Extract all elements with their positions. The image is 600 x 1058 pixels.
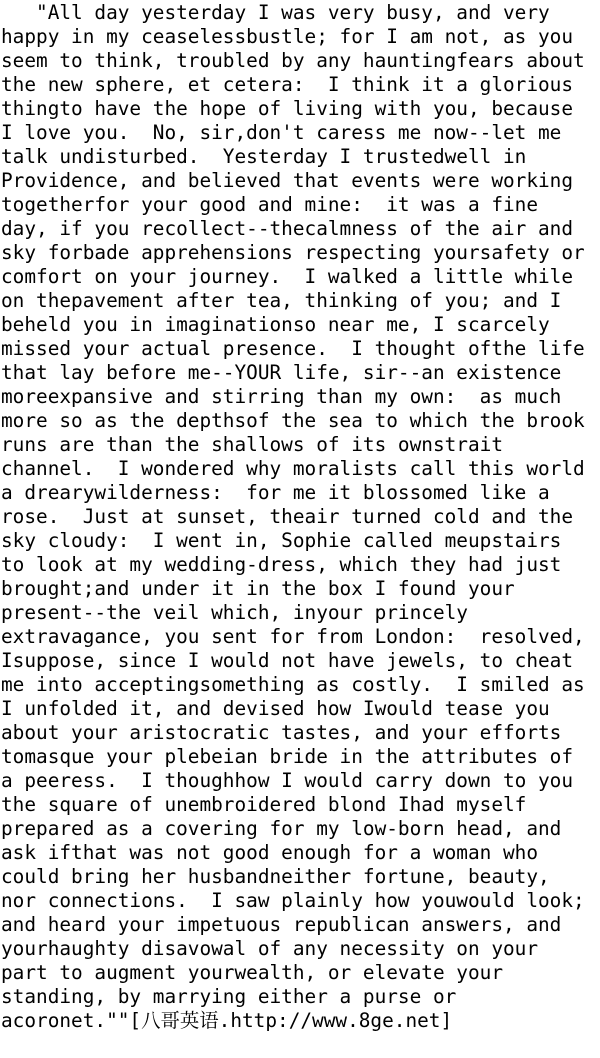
text-line: Providence, and believed that events were working bbox=[1, 169, 574, 192]
text-line: me into acceptingsomething as costly. I smiled as bbox=[1, 673, 585, 696]
text-line: brought;and under it in the box I found your bbox=[1, 577, 515, 600]
text-line: more so as the depthsof the sea to which the brook bbox=[1, 409, 585, 432]
text-line: yourhaughty disavowal of any necessity on your bbox=[1, 937, 539, 960]
text-line: a peeress. I thoughhow I would carry down to you bbox=[1, 769, 574, 792]
text-line: seem to think, troubled by any hauntingfears about bbox=[1, 49, 585, 72]
text-line: extravagance, you sent for from London: resolved, bbox=[1, 625, 585, 648]
text-line: about your aristocratic tastes, and your efforts bbox=[1, 721, 562, 744]
text-line: missed your actual presence. I thought ofthe life bbox=[1, 337, 585, 360]
text-line: the new sphere, et cetera: I think it a glorious bbox=[1, 73, 574, 96]
text-line: tomasque your plebeian bride in the attributes of bbox=[1, 745, 574, 768]
text-line: standing, by marrying either a purse or bbox=[1, 985, 457, 1008]
text-line: talk undisturbed. Yesterday I trustedwell in bbox=[1, 145, 527, 168]
text-line: beheld you in imaginationso near me, I scarcely bbox=[1, 313, 550, 336]
text-line: that lay before me--YOUR life, sir--an existence bbox=[1, 361, 562, 384]
passage-text bbox=[1, 1, 600, 1033]
text-line: channel. I wondered why moralists call this world bbox=[1, 457, 585, 480]
text-line: acoronet.""[八哥英语.http://www.8ge.net] bbox=[1, 1009, 453, 1032]
text-line: ask ifthat was not good enough for a woman who bbox=[1, 841, 539, 864]
text-line: runs are than the shallows of its ownstrait bbox=[1, 433, 503, 456]
text-line: could bring her husbandneither fortune, beauty, bbox=[1, 865, 550, 888]
text-line: thingto have the hope of living with you, because bbox=[1, 97, 574, 120]
text-line: moreexpansive and stirring than my own: as much bbox=[1, 385, 562, 408]
text-line: happy in my ceaselessbustle; for I am not, as you bbox=[1, 25, 574, 48]
text-line: comfort on your journey. I walked a little while bbox=[1, 265, 574, 288]
text-line: Isuppose, since I would not have jewels, to cheat bbox=[1, 649, 574, 672]
text-line: I unfolded it, and devised how Iwould tease you bbox=[1, 697, 550, 720]
text-line: on thepavement after tea, thinking of you; and I bbox=[1, 289, 562, 312]
text-line: togetherfor your good and mine: it was a fine bbox=[1, 193, 539, 216]
text-line: a drearywilderness: for me it blossomed like a bbox=[1, 481, 550, 504]
text-line: the square of unembroidered blond Ihad myself bbox=[1, 793, 527, 816]
text-line: "All day yesterday I was very busy, and very bbox=[1, 1, 550, 24]
text-line: part to augment yourwealth, or elevate your bbox=[1, 961, 503, 984]
text-line: rose. Just at sunset, theair turned cold and the bbox=[1, 505, 574, 528]
text-line: prepared as a covering for my low-born head, and bbox=[1, 817, 562, 840]
text-line: present--the veil which, inyour princely bbox=[1, 601, 468, 624]
text-line: and heard your impetuous republican answers, and bbox=[1, 913, 562, 936]
text-line: I love you. No, sir,don't caress me now--let me bbox=[1, 121, 562, 144]
text-line: day, if you recollect--thecalmness of the air and bbox=[1, 217, 574, 240]
text-line: sky cloudy: I went in, Sophie called meupstairs bbox=[1, 529, 562, 552]
text-line: nor connections. I saw plainly how youwould look; bbox=[1, 889, 585, 912]
text-line: sky forbade apprehensions respecting yoursafety or bbox=[1, 241, 585, 264]
text-line: to look at my wedding-dress, which they had just bbox=[1, 553, 562, 576]
